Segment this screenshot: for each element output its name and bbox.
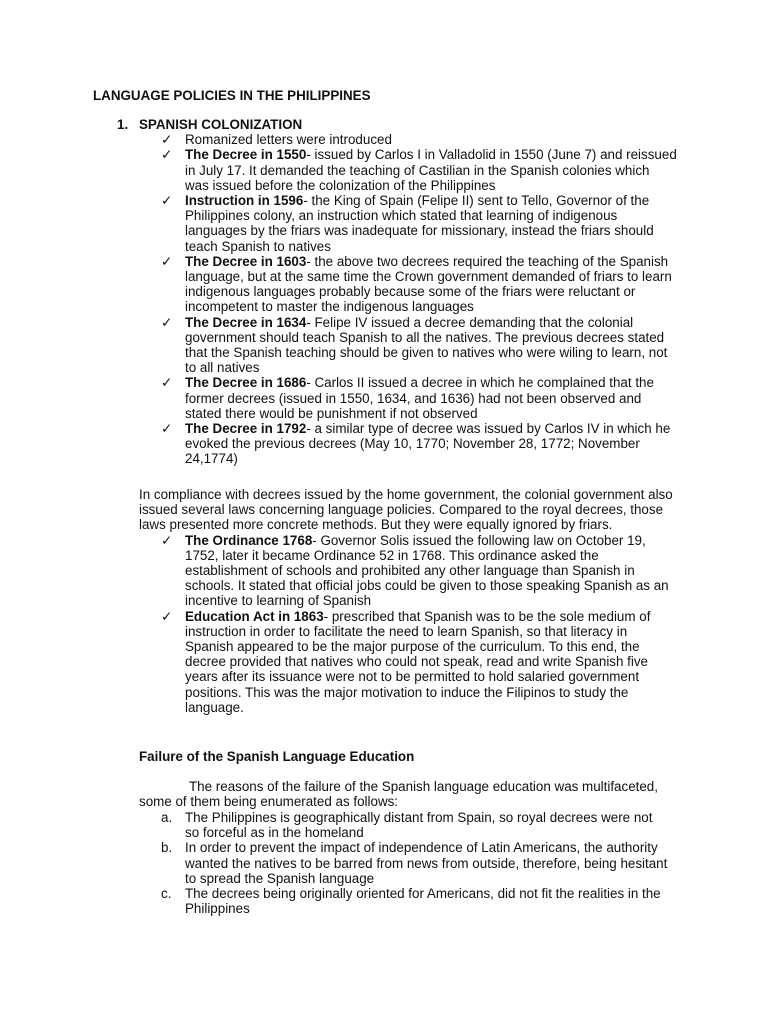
check-icon: ✓: [161, 375, 173, 391]
item-bold: The Decree in 1550: [185, 147, 307, 163]
check-icon: ✓: [161, 147, 173, 163]
failure-intro-text: The reasons of the failure of the Spanish language education was multifaceted, some of them being enumerated as follows:: [139, 779, 658, 810]
list-item: [117, 147, 677, 193]
compliance-block: [139, 487, 679, 715]
list-item: [117, 254, 677, 315]
item-text: In order to prevent the impact of independence of Latin Americans, the authority wanted the natives to be barred from news from outside, therefore, being hesitant to spread the Spanish language: [185, 840, 668, 886]
check-icon: ✓: [161, 132, 173, 148]
item-letter: c.: [161, 886, 172, 902]
check-icon: ✓: [161, 608, 173, 624]
item-text: The decrees being originally oriented for Americans, did not fit the realities in the Philippines: [185, 886, 661, 917]
list-item: [139, 609, 679, 715]
check-icon: ✓: [161, 532, 173, 548]
item-text: - the King of Spain (Felipe II) sent to Tello, Governor of the Philippines colony, an instruction which stated that learning of indigenous languages by the friars was inadequate for missionary, instead the friars should teach Spanish to natives: [185, 193, 654, 254]
check-icon: ✓: [161, 314, 173, 330]
item-text: - prescribed that Spanish was to be the sole medium of instruction in order to facilitate the need to learn Spanish, so that literacy in Spanish appeared to be the major purpose of the curriculum. To this end, the decree provided that natives who could not speak, read and write Spanish five years after its issuance were not to be permitted to hold salaried government positions. This was the major motivation to induce the Filipinos to study the language.: [185, 608, 651, 715]
list-item: [117, 132, 677, 147]
item-bold: The Decree in 1686: [185, 375, 307, 391]
list-item: [117, 193, 677, 254]
item-text: Romanized letters were introduced: [185, 132, 392, 148]
section-heading: [117, 117, 677, 132]
item-bold: The Decree in 1603: [185, 253, 307, 269]
compliance-paragraph: In compliance with decrees issued by the home government, the colonial government also issued several laws concerning language policies. Compared to the royal decrees, those laws presented more concrete methods. But they were equally ignored by friars.: [139, 487, 673, 533]
item-text: - Governor Solis issued the following law on October 19, 1752, later it became Ordinance 52 in 1768. This ordinance asked the establishment of schools and prohibited any other language than Spanish in schools. It stated that official jobs could be given to those speaking Spanish as an incentive to learning of Spanish: [185, 532, 669, 609]
section-number: 1.: [117, 117, 129, 132]
check-icon: ✓: [161, 421, 173, 437]
failure-intro: [139, 779, 659, 809]
decree-list: [117, 132, 677, 466]
item-text: - Felipe IV issued a decree demanding that the colonial government should teach Spanish to all the natives. The previous decrees stated that the Spanish teaching should be given to natives who were wiling to learn, not to all natives: [185, 314, 668, 376]
failure-heading: Failure of the Spanish Language Education: [139, 749, 415, 764]
item-letter: b.: [161, 840, 173, 856]
item-bold: The Decree in 1792: [185, 421, 307, 437]
item-letter: a.: [161, 810, 173, 825]
item-text: - the above two decrees required the teaching of the Spanish language, but at the same time the Crown government demanded of friars to learn indigenous languages probably because some of the friars were reluctant or incompetent to master the indigenous languages: [185, 253, 672, 315]
document-title: LANGUAGE POLICIES IN THE PHILIPPINES: [93, 88, 371, 103]
item-text: - issued by Carlos I in Valladolid in 1550 (June 7) and reissued in July 17. It demanded the teaching of Castilian in the Spanish colonies which was issued before the colonization of the Philippines: [185, 147, 677, 193]
item-text: - Carlos II issued a decree in which he complained that the former decrees (issued in 1550, 1634, and 1636) had not been observed and stated there would be punishment if not observed: [185, 375, 654, 421]
item-bold: The Decree in 1634: [185, 314, 307, 330]
list-item: [117, 421, 677, 467]
item-text: - a similar type of decree was issued by Carlos IV in which he evoked the previous decrees (May 10, 1770; November 28, 1772; November 24,1774): [185, 421, 671, 467]
section-spanish-colonization: [117, 117, 677, 467]
laws-list: [139, 533, 679, 715]
reasons-list: [139, 810, 669, 916]
check-icon: ✓: [161, 193, 173, 209]
item-text: The Philippines is geographically distant from Spain, so royal decrees were not so forceful as in the homeland: [185, 810, 653, 841]
list-item: [139, 840, 669, 886]
list-item: [117, 315, 677, 376]
check-icon: ✓: [161, 253, 173, 269]
list-item: [117, 375, 677, 421]
section-heading-text: SPANISH COLONIZATION: [139, 117, 303, 132]
list-item: [139, 810, 669, 840]
item-bold: Instruction in 1596: [185, 193, 304, 209]
list-item: [139, 533, 679, 609]
item-bold: Education Act in 1863: [185, 608, 324, 624]
list-item: [139, 886, 669, 916]
item-bold: The Ordinance 1768: [185, 532, 313, 548]
